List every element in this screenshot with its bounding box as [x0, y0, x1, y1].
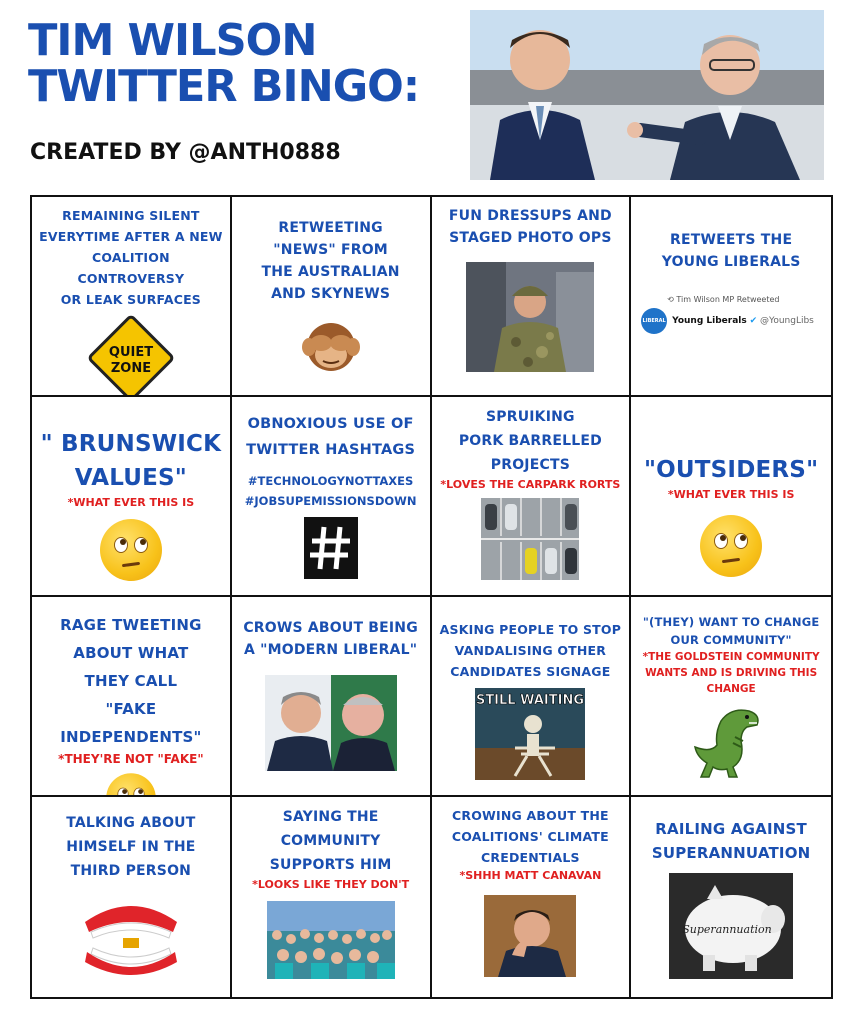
piggy-label: Superannuation: [682, 923, 772, 936]
crowd-photo: [267, 901, 395, 983]
cell-note: *WHAT EVER THIS IS: [67, 496, 195, 509]
eye-roll-emoji-icon: [700, 515, 762, 577]
chattering-teeth-icon: [77, 892, 185, 982]
cell-text: RAILING AGAINST SUPERANNUATION: [651, 820, 811, 862]
verified-icon: ✔: [749, 316, 758, 326]
bingo-cell-change-community: [631, 597, 831, 797]
quiet-zone-sign-icon: [83, 310, 179, 397]
sign-line-2: ZONE: [110, 361, 151, 376]
cell-text: TALKING ABOUT HIMSELF IN THE THIRD PERSON: [66, 815, 196, 879]
cell-text: "(THEY) WANT TO CHANGE OUR COMMUNITY": [642, 615, 820, 647]
cell-text: REMAINING SILENT EVERYTIME AFTER A NEW COALITION CONTROVERSY OR LEAK SURFACES: [39, 208, 223, 307]
bored-man-photo: [484, 895, 576, 981]
politicians-photo: [265, 675, 397, 775]
bingo-cell-hashtags: [232, 397, 432, 597]
bingo-cell-rage-tweeting: [32, 597, 232, 797]
see-no-evil-monkey-icon: [301, 317, 361, 377]
bingo-cell-outsiders: [631, 397, 831, 597]
cell-text: SAYING THE COMMUNITY SUPPORTS HIM: [269, 809, 392, 873]
bingo-cell-climate-credentials: [432, 797, 632, 997]
page-title: [28, 15, 420, 112]
bingo-cell-third-person: [32, 797, 232, 997]
bingo-cell-brunswick-values: [32, 397, 232, 597]
bingo-cell-fun-dressups: [432, 197, 632, 397]
young-liberals-avatar: LIBERAL: [641, 308, 667, 334]
bingo-cell-remaining-silent: [32, 197, 232, 397]
retweet-card: [641, 295, 821, 334]
sign-line-1: QUIET: [108, 345, 153, 360]
dinosaur-icon: [691, 701, 771, 785]
bingo-cell-retweeting-news: [232, 197, 432, 397]
cell-text: CROWING ABOUT THE COALITIONS' CLIMATE CREDENTIALS: [451, 808, 609, 865]
cell-text: SPRUIKING PORK BARRELLED PROJECTS: [458, 409, 602, 473]
meme-text: STILL WAITING: [476, 692, 585, 708]
cell-note: *LOOKS LIKE THEY DON'T: [252, 878, 410, 891]
account-name: Young Liberals: [672, 316, 747, 326]
hashtags-text: #TECHNOLOGYNOTTAXES #JOBSUPEMISSIONSDOWN: [244, 474, 417, 508]
eye-roll-emoji-icon: [106, 773, 156, 797]
hashtag-icon: [304, 517, 358, 583]
retweet-icon: ⟲: [667, 295, 674, 304]
cell-text: CROWS ABOUT BEING A "MODERN LIBERAL": [243, 620, 418, 658]
carpark-photo: [481, 498, 579, 584]
cell-note: *WHAT EVER THIS IS: [667, 488, 795, 501]
bingo-cell-modern-liberal: [232, 597, 432, 797]
cell-text: RAGE TWEETING ABOUT WHAT THEY CALL "FAKE INDEPENDENTS": [60, 616, 202, 746]
account-handle: @YoungLibs: [760, 316, 814, 326]
header-photo: [470, 10, 824, 180]
cell-text: RETWEETS THE YOUNG LIBERALS: [661, 232, 801, 270]
title-line-2: TWITTER BINGO:: [28, 61, 420, 112]
piggy-bank-photo: [669, 873, 793, 983]
cell-text: OBNOXIOUS USE OF TWITTER HASHTAGS: [246, 416, 416, 458]
creator-credit: CREATED BY @ANTH0888: [30, 140, 341, 165]
bingo-cell-community-supports: [232, 797, 432, 997]
bingo-grid: [30, 195, 833, 999]
cell-text: RETWEETING "NEWS" FROM THE AUSTRALIAN AND SKYNEWS: [261, 220, 400, 302]
cell-note: *THEY'RE NOT "FAKE": [58, 752, 204, 766]
title-line-1: TIM WILSON: [28, 15, 317, 66]
cell-note: *SHHH MATT CANAVAN: [459, 869, 602, 882]
cell-text: FUN DRESSUPS AND STAGED PHOTO OPS: [448, 208, 612, 246]
bingo-cell-pork-barrelled: [432, 397, 632, 597]
cell-note: *THE GOLDSTEIN COMMUNITY WANTS AND IS DRIVING THIS CHANGE: [642, 651, 820, 695]
cell-text: ASKING PEOPLE TO STOP VANDALISING OTHER CANDIDATES SIGNAGE: [439, 622, 622, 679]
retweet-label: Tim Wilson MP Retweeted: [676, 295, 780, 304]
eye-roll-emoji-icon: [100, 519, 162, 581]
bingo-cell-vandalising-signage: [432, 597, 632, 797]
skeleton-meme-photo: [475, 688, 585, 784]
cell-text: "OUTSIDERS": [643, 457, 819, 483]
bingo-cell-superannuation: [631, 797, 831, 997]
cell-note: *LOVES THE CARPARK RORTS: [440, 478, 621, 491]
bingo-cell-retweets-young-liberals: [631, 197, 831, 397]
cell-text: " BRUNSWICK VALUES": [40, 431, 222, 491]
soldier-photo: [466, 262, 594, 376]
